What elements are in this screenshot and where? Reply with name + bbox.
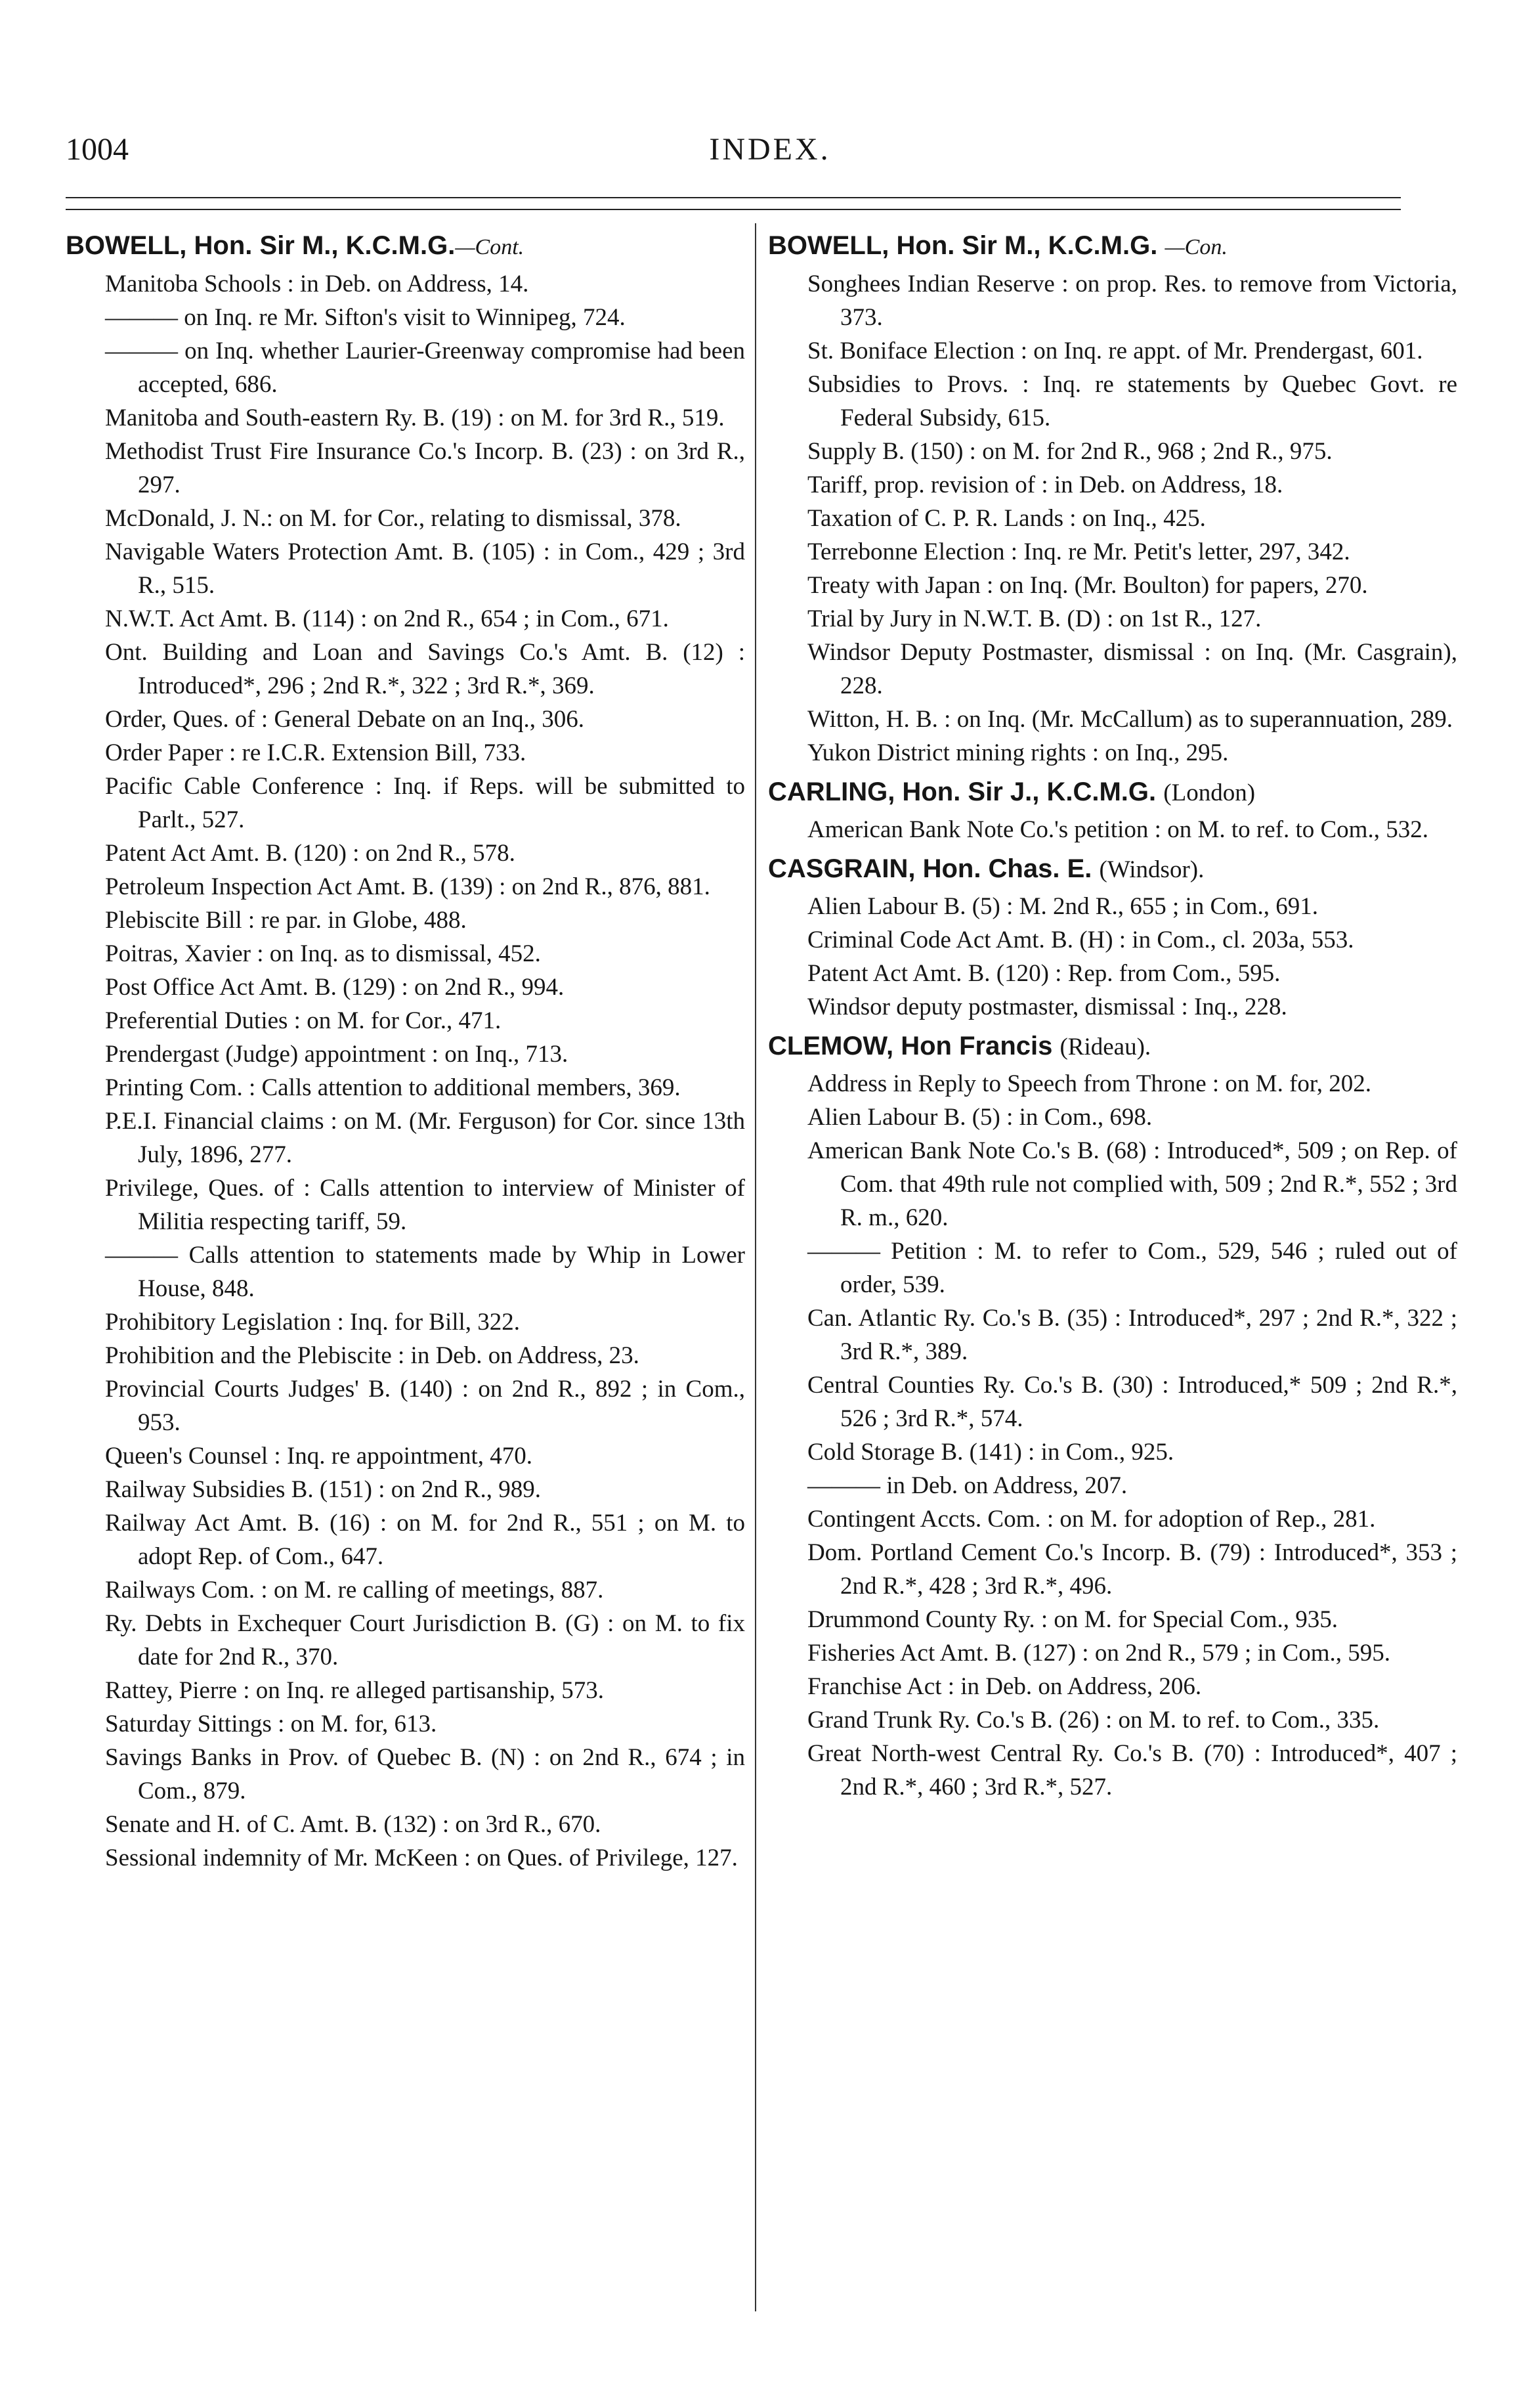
index-entry: Tariff, prop. revision of : in Deb. on Address, 18. bbox=[807, 471, 1283, 498]
index-entry: Railway Act Amt. B. (16) : on M. for 2nd R., 551 ; on M. to adopt Rep. of Com., 647. bbox=[105, 1510, 745, 1570]
index-entry: Supply B. (150) : on M. for 2nd R., 968 ; 2nd R., 975. bbox=[807, 438, 1333, 465]
index-entry: Drummond County Ry. : on M. for Special Com., 935. bbox=[807, 1606, 1338, 1633]
index-entry: American Bank Note Co.'s B. (68) : Introduced*, 509 ; on Rep. of Com. that 49th rule not complied with, 509 ; 2nd R.*, 552 ; 3rd R. m., 620. bbox=[807, 1137, 1457, 1231]
index-entry: ——— on Inq. whether Laurier-Greenway compromise had been accepted, 686. bbox=[105, 338, 745, 398]
index-entry: Senate and H. of C. Amt. B. (132) : on 3rd R., 670. bbox=[105, 1811, 601, 1838]
index-entry: Prendergast (Judge) appointment : on Inq., 713. bbox=[105, 1041, 568, 1068]
page-header bbox=[0, 131, 1540, 177]
index-entry: Sessional indemnity of Mr. McKeen : on Ques. of Privilege, 127. bbox=[105, 1845, 738, 1871]
index-entry: Patent Act Amt. B. (120) : Rep. from Com., 595. bbox=[807, 960, 1281, 987]
index-entry: Great North-west Central Ry. Co.'s B. (70) : Introduced*, 407 ; 2nd R.*, 460 ; 3rd R.*, 527. bbox=[807, 1740, 1457, 1801]
index-entry: Prohibitory Legislation : Inq. for Bill, 322. bbox=[105, 1309, 521, 1336]
index-entry: Dom. Portland Cement Co.'s Incorp. B. (79) : Introduced*, 353 ; 2nd R.*, 428 ; 3rd R.*, 496. bbox=[807, 1539, 1457, 1600]
index-entry: Manitoba and South-eastern Ry. B. (19) : on M. for 3rd R., 519. bbox=[105, 404, 725, 431]
right-column bbox=[768, 223, 1457, 1804]
heading-constituency: (Rideau). bbox=[1059, 1034, 1151, 1060]
index-entry: ——— Calls attention to statements made by Whip in Lower House, 848. bbox=[105, 1242, 745, 1302]
column-divider bbox=[755, 223, 756, 2311]
heading-name: BOWELL, Hon. Sir M., K.C.M.G. bbox=[66, 231, 456, 260]
index-entry: McDonald, J. N.: on M. for Cor., relating to dismissal, 378. bbox=[105, 505, 681, 532]
index-entry: Patent Act Amt. B. (120) : on 2nd R., 578. bbox=[105, 840, 515, 867]
index-entry: Witton, H. B. : on Inq. (Mr. McCallum) as to superannuation, 289. bbox=[807, 706, 1453, 733]
index-entry: Treaty with Japan : on Inq. (Mr. Boulton) for papers, 270. bbox=[807, 572, 1368, 599]
index-entry: Windsor deputy postmaster, dismissal : Inq., 228. bbox=[807, 994, 1287, 1020]
index-entry: N.W.T. Act Amt. B. (114) : on 2nd R., 654 ; in Com., 671. bbox=[105, 605, 669, 632]
index-entry: Songhees Indian Reserve : on prop. Res. to remove from Victoria, 373. bbox=[807, 271, 1457, 331]
section-heading bbox=[768, 1028, 1457, 1066]
index-entry: P.E.I. Financial claims : on M. (Mr. Ferguson) for Cor. since 13th July, 1896, 277. bbox=[105, 1108, 745, 1168]
index-entry: Pacific Cable Conference : Inq. if Reps. will be submitted to Parlt., 527. bbox=[105, 773, 745, 833]
index-entry: Subsidies to Provs. : Inq. re statements by Quebec Govt. re Federal Subsidy, 615. bbox=[807, 371, 1457, 431]
index-entry: American Bank Note Co.'s petition : on M. to ref. to Com., 532. bbox=[807, 816, 1428, 843]
page-title: INDEX. bbox=[709, 132, 831, 167]
section-heading bbox=[768, 774, 1457, 812]
index-entry: ——— Petition : M. to refer to Com., 529, 546 ; ruled out of order, 539. bbox=[807, 1238, 1457, 1298]
index-entry: St. Boniface Election : on Inq. re appt. of Mr. Prendergast, 601. bbox=[807, 338, 1423, 364]
index-entry: Methodist Trust Fire Insurance Co.'s Incorp. B. (23) : on 3rd R., 297. bbox=[105, 438, 745, 498]
heading-name: CARLING, Hon. Sir J., K.C.M.G. bbox=[768, 777, 1157, 806]
header-rule-top bbox=[66, 197, 1401, 198]
header-rule-bottom bbox=[66, 209, 1401, 210]
index-entry: ——— in Deb. on Address, 207. bbox=[807, 1472, 1128, 1499]
index-entry: Railways Com. : on M. re calling of meetings, 887. bbox=[105, 1577, 604, 1604]
index-entry: Grand Trunk Ry. Co.'s B. (26) : on M. to ref. to Com., 335. bbox=[807, 1707, 1380, 1734]
index-entry: Railway Subsidies B. (151) : on 2nd R., 989. bbox=[105, 1476, 541, 1503]
index-entry: Navigable Waters Protection Amt. B. (105) : in Com., 429 ; 3rd R., 515. bbox=[105, 538, 745, 599]
index-entry: Alien Labour B. (5) : M. 2nd R., 655 ; in Com., 691. bbox=[807, 893, 1318, 920]
index-entry: Yukon District mining rights : on Inq., 295. bbox=[807, 739, 1229, 766]
index-entry: Trial by Jury in N.W.T. B. (D) : on 1st R., 127. bbox=[807, 605, 1262, 632]
index-entry: ——— on Inq. re Mr. Sifton's visit to Winnipeg, 724. bbox=[105, 304, 626, 331]
index-entry: Taxation of C. P. R. Lands : on Inq., 425. bbox=[807, 505, 1206, 532]
heading-name: BOWELL, Hon. Sir M., K.C.M.G. bbox=[768, 231, 1158, 260]
index-entry: Rattey, Pierre : on Inq. re alleged partisanship, 573. bbox=[105, 1677, 604, 1704]
index-entry: Privilege, Ques. of : Calls attention to interview of Minister of Militia respecting tariff, 59. bbox=[105, 1175, 745, 1235]
section-heading bbox=[768, 850, 1457, 888]
heading-name: CASGRAIN, Hon. Chas. E. bbox=[768, 854, 1092, 883]
index-entry: Manitoba Schools : in Deb. on Address, 14. bbox=[105, 271, 529, 297]
index-entry: Order Paper : re I.C.R. Extension Bill, 733. bbox=[105, 739, 526, 766]
index-entry: Franchise Act : in Deb. on Address, 206. bbox=[807, 1673, 1202, 1700]
index-entry: Ry. Debts in Exchequer Court Jurisdiction B. (G) : on M. to fix date for 2nd R., 370. bbox=[105, 1610, 745, 1670]
index-entry: Contingent Accts. Com. : on M. for adoption of Rep., 281. bbox=[807, 1506, 1376, 1533]
index-entry: Criminal Code Act Amt. B. (H) : in Com., cl. 203a, 553. bbox=[807, 927, 1354, 953]
index-entry: Poitras, Xavier : on Inq. as to dismissal, 452. bbox=[105, 940, 541, 967]
heading-constituency: —Con. bbox=[1165, 235, 1228, 259]
index-entry: Fisheries Act Amt. B. (127) : on 2nd R., 579 ; in Com., 595. bbox=[807, 1640, 1391, 1667]
index-entry: Saturday Sittings : on M. for, 613. bbox=[105, 1711, 437, 1737]
index-entry: Can. Atlantic Ry. Co.'s B. (35) : Introduced*, 297 ; 2nd R.*, 322 ; 3rd R.*, 389. bbox=[807, 1305, 1457, 1365]
index-entry: Alien Labour B. (5) : in Com., 698. bbox=[807, 1104, 1153, 1131]
section-heading bbox=[768, 227, 1457, 266]
index-entry: Cold Storage B. (141) : in Com., 925. bbox=[807, 1439, 1174, 1466]
heading-constituency: (Windsor). bbox=[1099, 856, 1205, 883]
index-entry: Queen's Counsel : Inq. re appointment, 470. bbox=[105, 1443, 532, 1470]
page-number: 1004 bbox=[66, 132, 129, 167]
index-entry: Preferential Duties : on M. for Cor., 471. bbox=[105, 1007, 502, 1034]
index-entry: Post Office Act Amt. B. (129) : on 2nd R., 994. bbox=[105, 974, 565, 1001]
index-entry: Savings Banks in Prov. of Quebec B. (N) : on 2nd R., 674 ; in Com., 879. bbox=[105, 1744, 745, 1804]
heading-constituency: (London) bbox=[1163, 779, 1256, 806]
index-entry: Plebiscite Bill : re par. in Globe, 488. bbox=[105, 907, 467, 934]
heading-name: CLEMOW, Hon Francis bbox=[768, 1032, 1053, 1060]
index-entry: Printing Com. : Calls attention to additional members, 369. bbox=[105, 1074, 681, 1101]
index-entry: Prohibition and the Plebiscite : in Deb. on Address, 23. bbox=[105, 1342, 639, 1369]
index-entry: Order, Ques. of : General Debate on an Inq., 306. bbox=[105, 706, 585, 733]
index-entry: Ont. Building and Loan and Savings Co.'s Amt. B. (12) : Introduced*, 296 ; 2nd R.*, 322 ; 3rd R.*, 369. bbox=[105, 639, 745, 699]
index-entry: Terrebonne Election : Inq. re Mr. Petit's letter, 297, 342. bbox=[807, 538, 1350, 565]
index-entry: Address in Reply to Speech from Throne : on M. for, 202. bbox=[807, 1070, 1371, 1097]
index-entry: Provincial Courts Judges' B. (140) : on 2nd R., 892 ; in Com., 953. bbox=[105, 1376, 745, 1436]
section-heading bbox=[66, 227, 745, 266]
heading-continued: —Cont. bbox=[455, 235, 524, 259]
index-entry: Windsor Deputy Postmaster, dismissal : on Inq. (Mr. Casgrain), 228. bbox=[807, 639, 1457, 699]
index-entry: Petroleum Inspection Act Amt. B. (139) : on 2nd R., 876, 881. bbox=[105, 873, 710, 900]
index-entry: Central Counties Ry. Co.'s B. (30) : Introduced,* 509 ; 2nd R.*, 526 ; 3rd R.*, 574. bbox=[807, 1372, 1457, 1432]
left-column bbox=[66, 223, 745, 1875]
